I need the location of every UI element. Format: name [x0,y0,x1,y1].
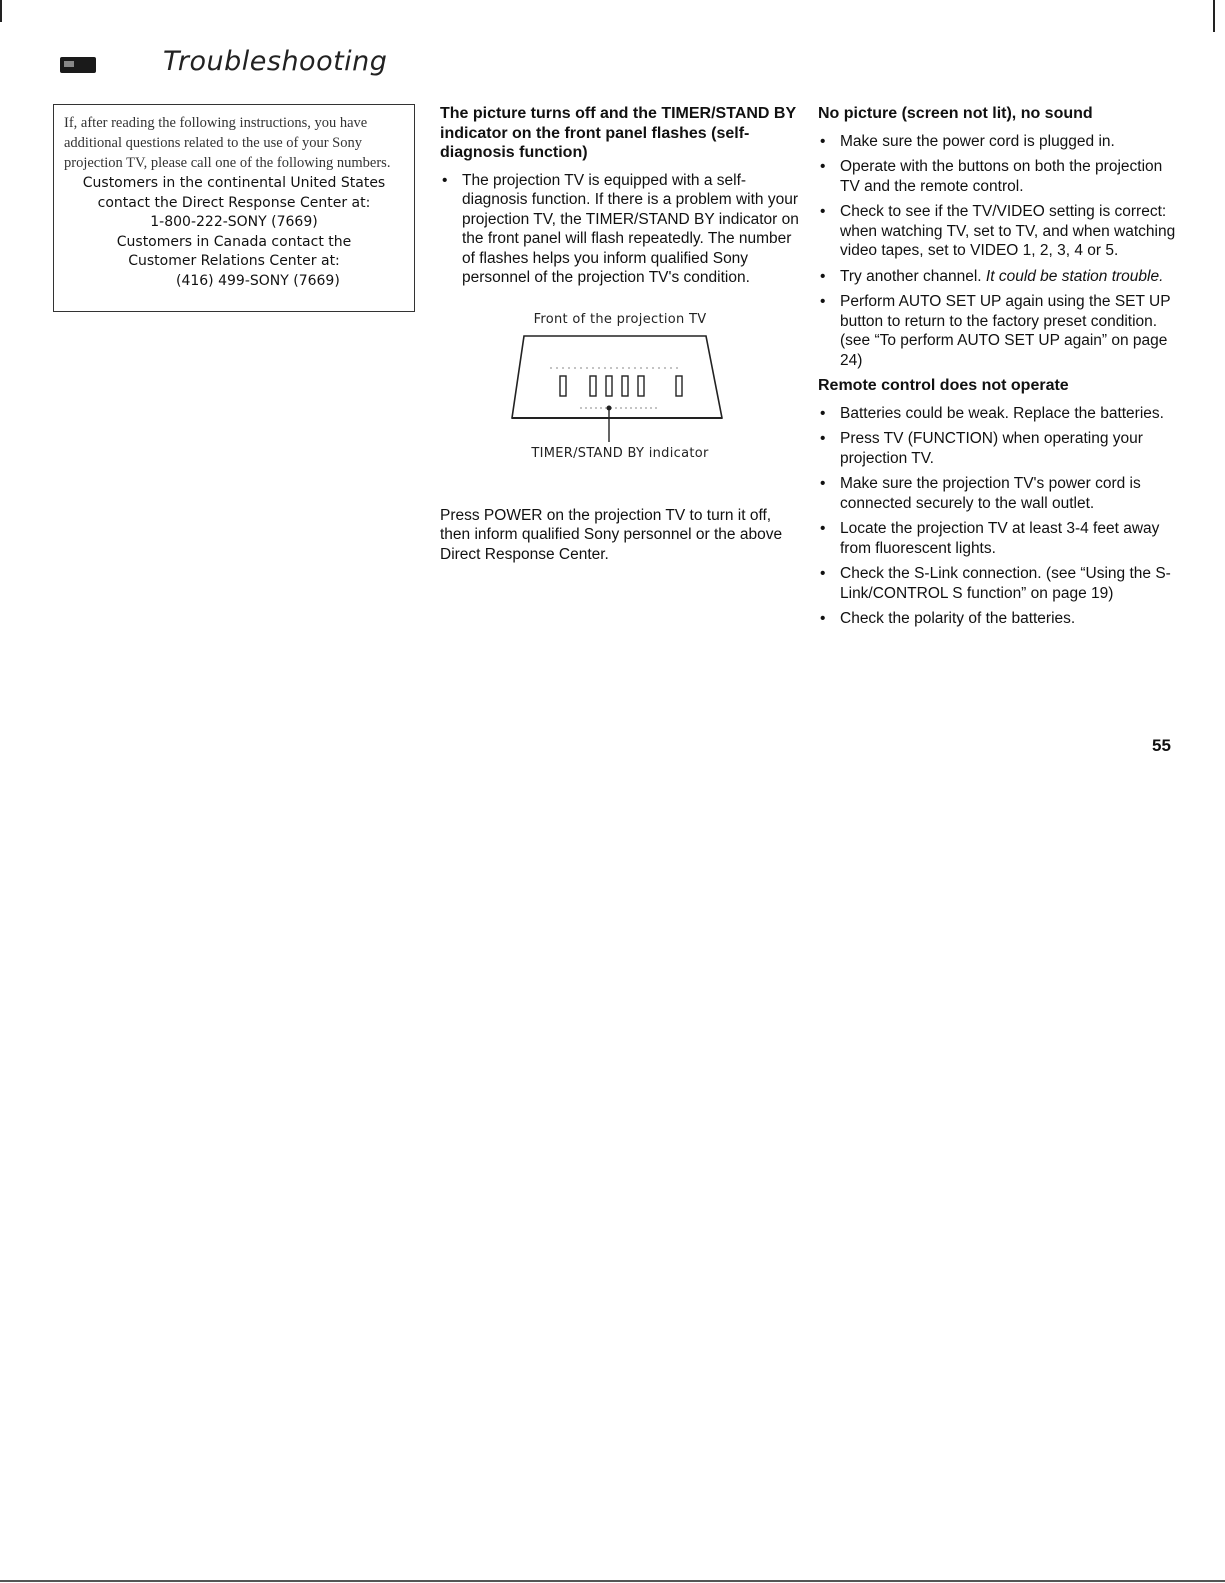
item-text: Try another channel. [840,267,982,285]
page-number: 55 [1152,736,1171,755]
section-marker-icon [60,57,96,73]
page-bottom-edge [0,1580,1225,1582]
contact-us-line: contact the Direct Response Center at: [97,194,371,211]
no-picture-list [818,132,1183,371]
remote-list [818,404,1183,629]
right-column [818,104,1183,635]
middle-column [440,104,800,580]
list-item: • Press TV (FUNCTION) when operating your projection TV. [818,429,1183,468]
figure-caption-top: Front of the projection TV [533,311,707,327]
page-edge-mark [1213,0,1215,32]
list-item: • Batteries could be weak. Replace the batteries. [818,404,1183,424]
contact-us-phone: 1-800-222-SONY (7669) [150,214,318,231]
list-item: • Make sure the projection TV's power cord is connected securely to the wall outlet. [818,474,1183,513]
power-off-instruction: Press POWER on the projection TV to turn it off, then inform qualified Sony personnel or the above Direct Response Center. [440,506,783,563]
remote-heading: Remote control does not operate [818,377,1069,395]
front-panel-illustration [510,332,730,442]
self-diagnosis-heading: The picture turns off and the TIMER/STAND BY indicator on the front panel flashes (self-diagnosis function) [440,105,796,162]
page-title: Troubleshooting [163,46,388,77]
front-panel-figure [440,310,800,480]
self-diagnosis-list [440,171,800,288]
list-item: • Perform AUTO SET UP again using the SET UP button to return to the factory preset condition. (see “To perform AUTO SET UP again” on page 24) [818,292,1183,370]
list-item: • The projection TV is equipped with a self-diagnosis function. If there is a problem with your projection TV, the TIMER/STAND BY indicator on the front panel will flash repeatedly. The number of flashes helps you inform qualified Sony personnel of the projection TV's condition. [440,171,800,288]
list-item [818,267,1183,287]
contact-ca-line: Customers in Canada contact the [116,233,352,250]
list-item: • Locate the projection TV at least 3-4 feet away from fluorescent lights. [818,519,1183,558]
list-item: • Check to see if the TV/VIDEO setting is correct: when watching TV, set to TV, and when watching video tapes, set to VIDEO 1, 2, 3, 4 or 5. [818,202,1183,261]
list-item: • Check the polarity of the batteries. [818,609,1183,629]
contact-ca-phone: (416) 499-SONY (7669) [176,272,340,289]
figure-caption-bottom: TIMER/STAND BY indicator [531,445,709,461]
item-italic-text: It could be station trouble. [985,267,1164,285]
list-item: • Operate with the buttons on both the projection TV and the remote control. [818,157,1183,196]
page-edge-mark [0,0,2,22]
contact-info-box [53,104,415,312]
list-item: • Check the S-Link connection. (see “Using the S-Link/CONTROL S function” on page 19) [818,564,1183,603]
contact-us-line: Customers in the continental United States [82,175,386,191]
contact-ca-line: Customer Relations Center at: [128,253,340,270]
no-picture-heading: No picture (screen not lit), no sound [818,105,1093,122]
contact-intro: If, after reading the following instructions, you have additional questions related to the use of your Sony projection TV, please call one of the following numbers. [64,115,391,171]
list-item: • Make sure the power cord is plugged in. [818,132,1183,152]
